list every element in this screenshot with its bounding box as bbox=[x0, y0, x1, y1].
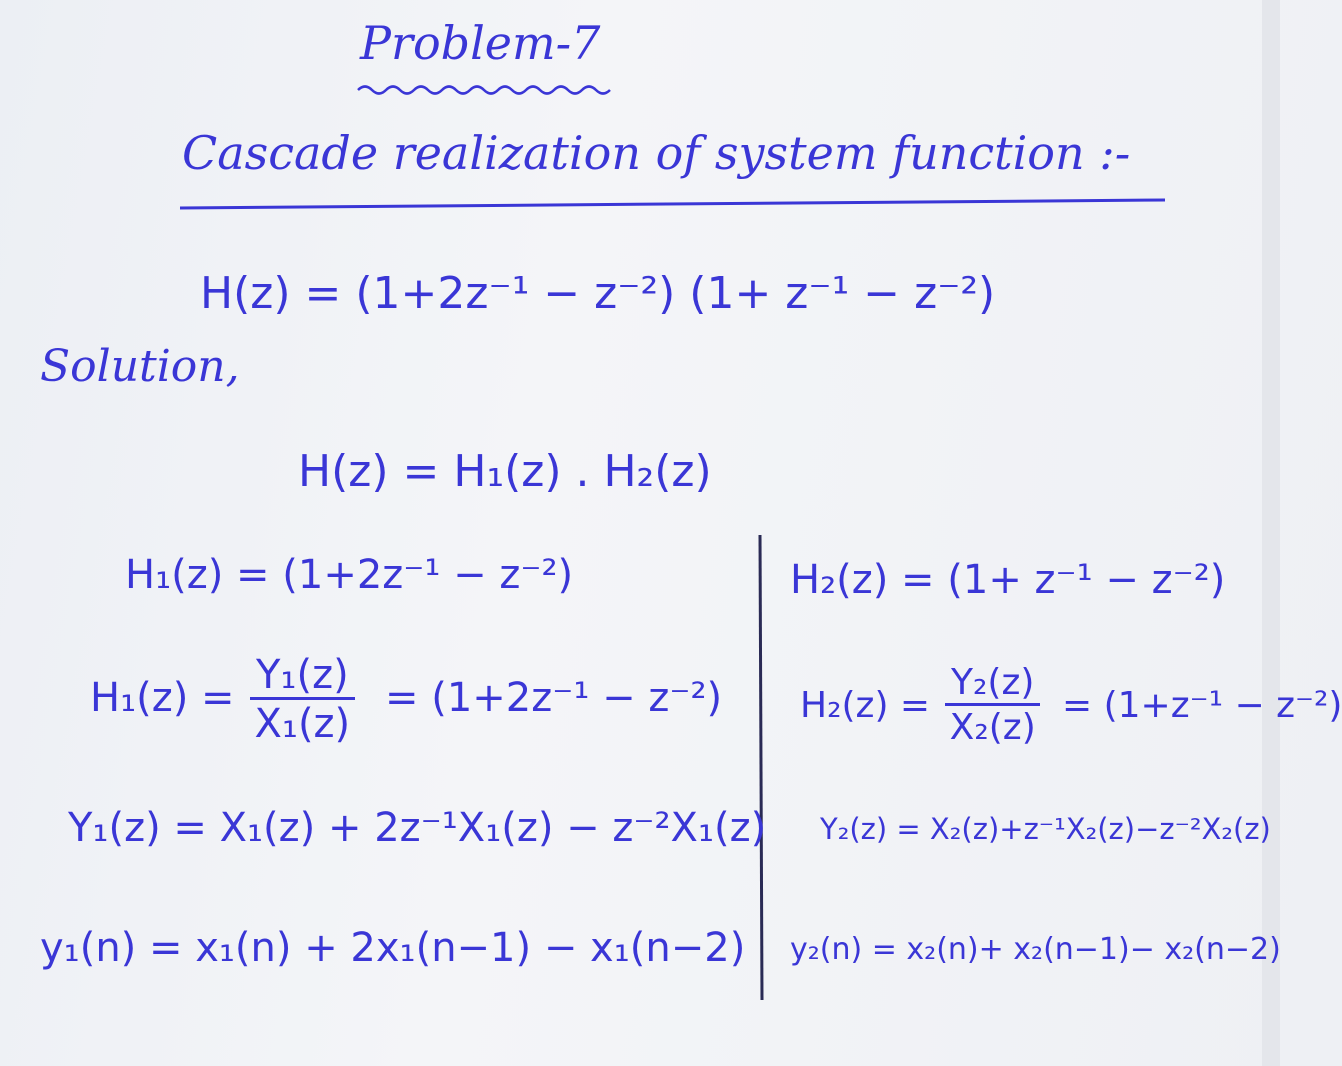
h1-ratio-denominator: X₁(z) bbox=[254, 701, 351, 747]
h2-ratio-lhs: H₂(z) = bbox=[800, 685, 931, 726]
h2-ratio-fraction bbox=[945, 662, 1040, 748]
page-title: Problem-7 bbox=[360, 16, 601, 70]
h1-ratio-numerator: Y₁(z) bbox=[250, 655, 355, 700]
y1-z-equation: Y₁(z) = X₁(z) + 2z⁻¹X₁(z) − z⁻²X₁(z) bbox=[68, 805, 767, 851]
y1-n-equation: y₁(n) = x₁(n) + 2x₁(n−1) − x₁(n−2) bbox=[40, 925, 746, 971]
given-equation: H(z) = (1+2z⁻¹ − z⁻²) (1+ z⁻¹ − z⁻²) bbox=[200, 268, 996, 319]
column-divider bbox=[760, 535, 762, 1000]
h1-ratio-rhs: = (1+2z⁻¹ − z⁻²) bbox=[385, 675, 723, 721]
subtitle-underline bbox=[180, 200, 1165, 208]
h1-definition: H₁(z) = (1+2z⁻¹ − z⁻²) bbox=[125, 552, 574, 598]
page-edge bbox=[1262, 0, 1280, 1066]
h1-ratio-lhs: H₁(z) = bbox=[90, 675, 235, 721]
h2-definition: H₂(z) = (1+ z⁻¹ − z⁻²) bbox=[790, 557, 1226, 603]
h2-ratio-denominator: X₂(z) bbox=[949, 707, 1036, 748]
h2-ratio-numerator: Y₂(z) bbox=[945, 665, 1040, 706]
title-wavy-underline bbox=[358, 87, 610, 94]
page-subtitle: Cascade realization of system function :- bbox=[182, 126, 1131, 180]
y2-z-equation: Y₂(z) = X₂(z)+z⁻¹X₂(z)−z⁻²X₂(z) bbox=[820, 812, 1271, 846]
product-equation: H(z) = H₁(z) . H₂(z) bbox=[298, 446, 712, 497]
h1-ratio-fraction bbox=[250, 652, 355, 747]
h2-ratio-rhs: = (1+z⁻¹ − z⁻²) bbox=[1062, 685, 1342, 726]
solution-label: Solution, bbox=[40, 341, 240, 392]
y2-n-equation: y₂(n) = x₂(n)+ x₂(n−1)− x₂(n−2) bbox=[790, 932, 1281, 967]
